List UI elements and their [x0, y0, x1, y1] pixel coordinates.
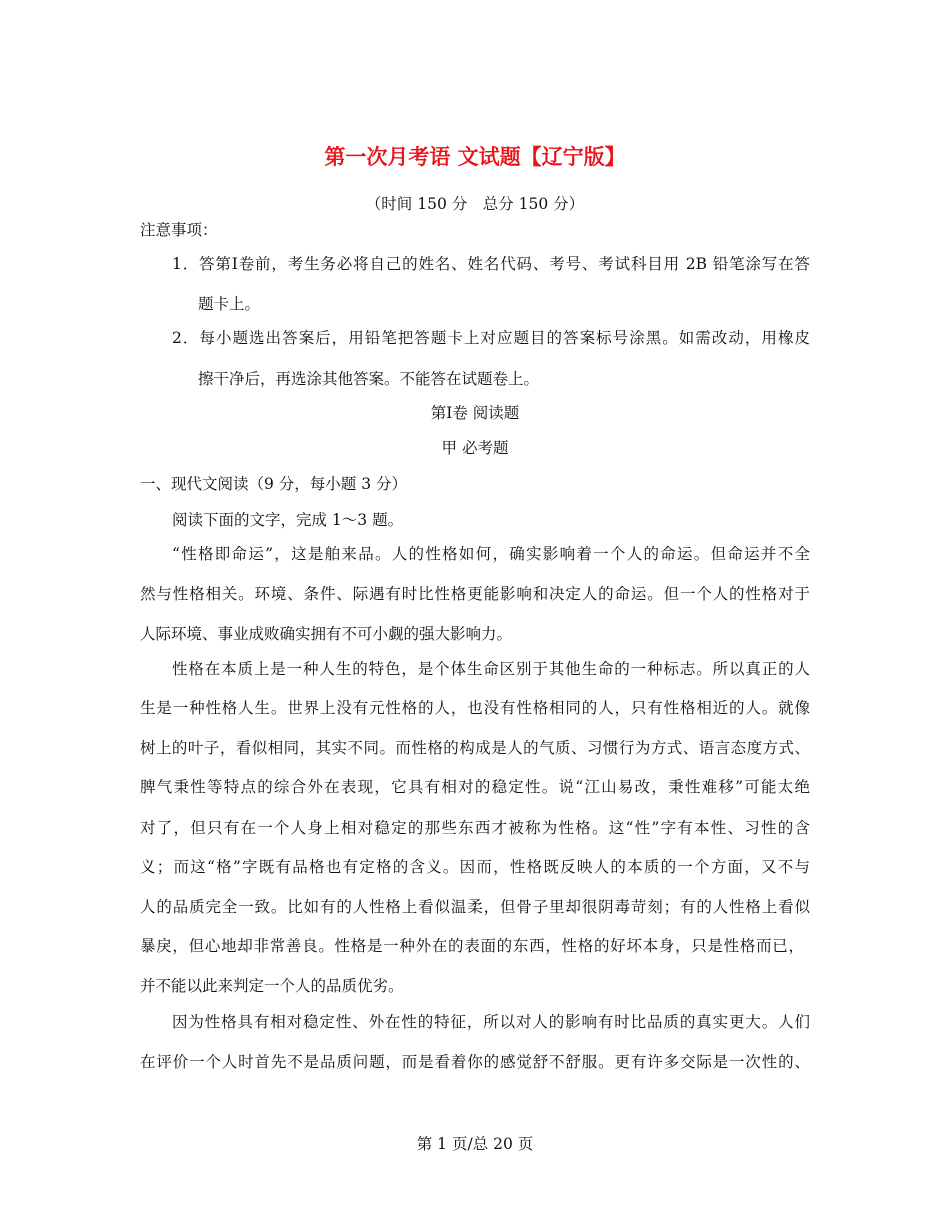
passage-line: 义；而这“格”字既有品格也有定格的含义。因而，性格既反映人的本质的一个方面，又不与 [140, 858, 810, 876]
passage-line: 并不能以此来判定一个人的品质优劣。 [140, 977, 404, 995]
passage-line: 人的品质完全一致。比如有的人性格上看似温柔，但骨子里却很阴毒苛刻；有的人性格上看似 [140, 898, 810, 916]
passage-line: 暴戾，但心地却非常善良。性格是一种外在的表面的东西，性格的好坏本身，只是性格而已， [140, 937, 804, 955]
reading-instruction: 阅读下面的文字，完成 1～3 题。 [172, 511, 404, 529]
notice-item-1-cont: 题卡上。 [198, 295, 261, 313]
passage-line: 性格在本质上是一种人生的特色，是个体生命区别于其他生命的一种标志。所以真正的人 [172, 660, 810, 678]
section-title: 第Ⅰ卷 阅读题 [430, 404, 520, 422]
exam-time-note: （时间 150 分 总分 150 分） [365, 195, 585, 213]
passage-line: 因为性格具有相对稳定性、外在性的特征，所以对人的影响有时比品质的真实更大。人们 [172, 1013, 810, 1031]
passage-line: “性格即命运”，这是舶来品。人的性格如何，确实影响着一个人的命运。但命运并不全 [172, 545, 810, 563]
notice-heading: 注意事项： [140, 221, 218, 239]
passage-line: 树上的叶子，看似相同，其实不同。而性格的构成是人的气质、习惯行为方式、语言态度方式、 [140, 739, 810, 757]
subsection-title: 甲 必考题 [441, 439, 509, 457]
page-number-footer: 第 1 页/总 20 页 [416, 1135, 534, 1153]
part-heading: 一、现代文阅读（9 分，每小题 3 分） [140, 475, 408, 493]
passage-line: 在评价一个人时首先不是品质问题，而是看着你的感觉舒不舒服。更有许多交际是一次性的、 [140, 1053, 810, 1071]
notice-item-2-cont: 擦干净后，再选涂其他答案。不能答在试题卷上。 [198, 370, 540, 388]
passage-line: 脾气秉性等特点的综合外在表现，它具有相对的稳定性。说“江山易改，秉性难移”可能太绝 [140, 778, 810, 796]
passage-line: 人际环境、事业成败确实拥有不可小觑的强大影响力。 [140, 625, 513, 643]
notice-item-1: 1．答第Ⅰ卷前，考生务必将自己的姓名、姓名代码、考号、考试科目用 2B 铅笔涂写在答 [172, 255, 810, 273]
passage-line: 然与性格相关。环境、条件、际遇有时比性格更能影响和决定人的命运。但一个人的性格对于 [140, 585, 810, 603]
document-title: 第一次月考语 文试题【辽宁版】 [324, 145, 626, 169]
passage-line: 生是一种性格人生。世界上没有元性格的人，也没有性格相同的人，只有性格相近的人。就像 [140, 699, 810, 717]
notice-item-2: 2．每小题选出答案后，用铅笔把答题卡上对应题目的答案标号涂黑。如需改动，用橡皮 [172, 329, 810, 347]
passage-line: 对了，但只有在一个人身上相对稳定的那些东西才被称为性格。这“性”字有本性、习性的含 [140, 819, 810, 837]
